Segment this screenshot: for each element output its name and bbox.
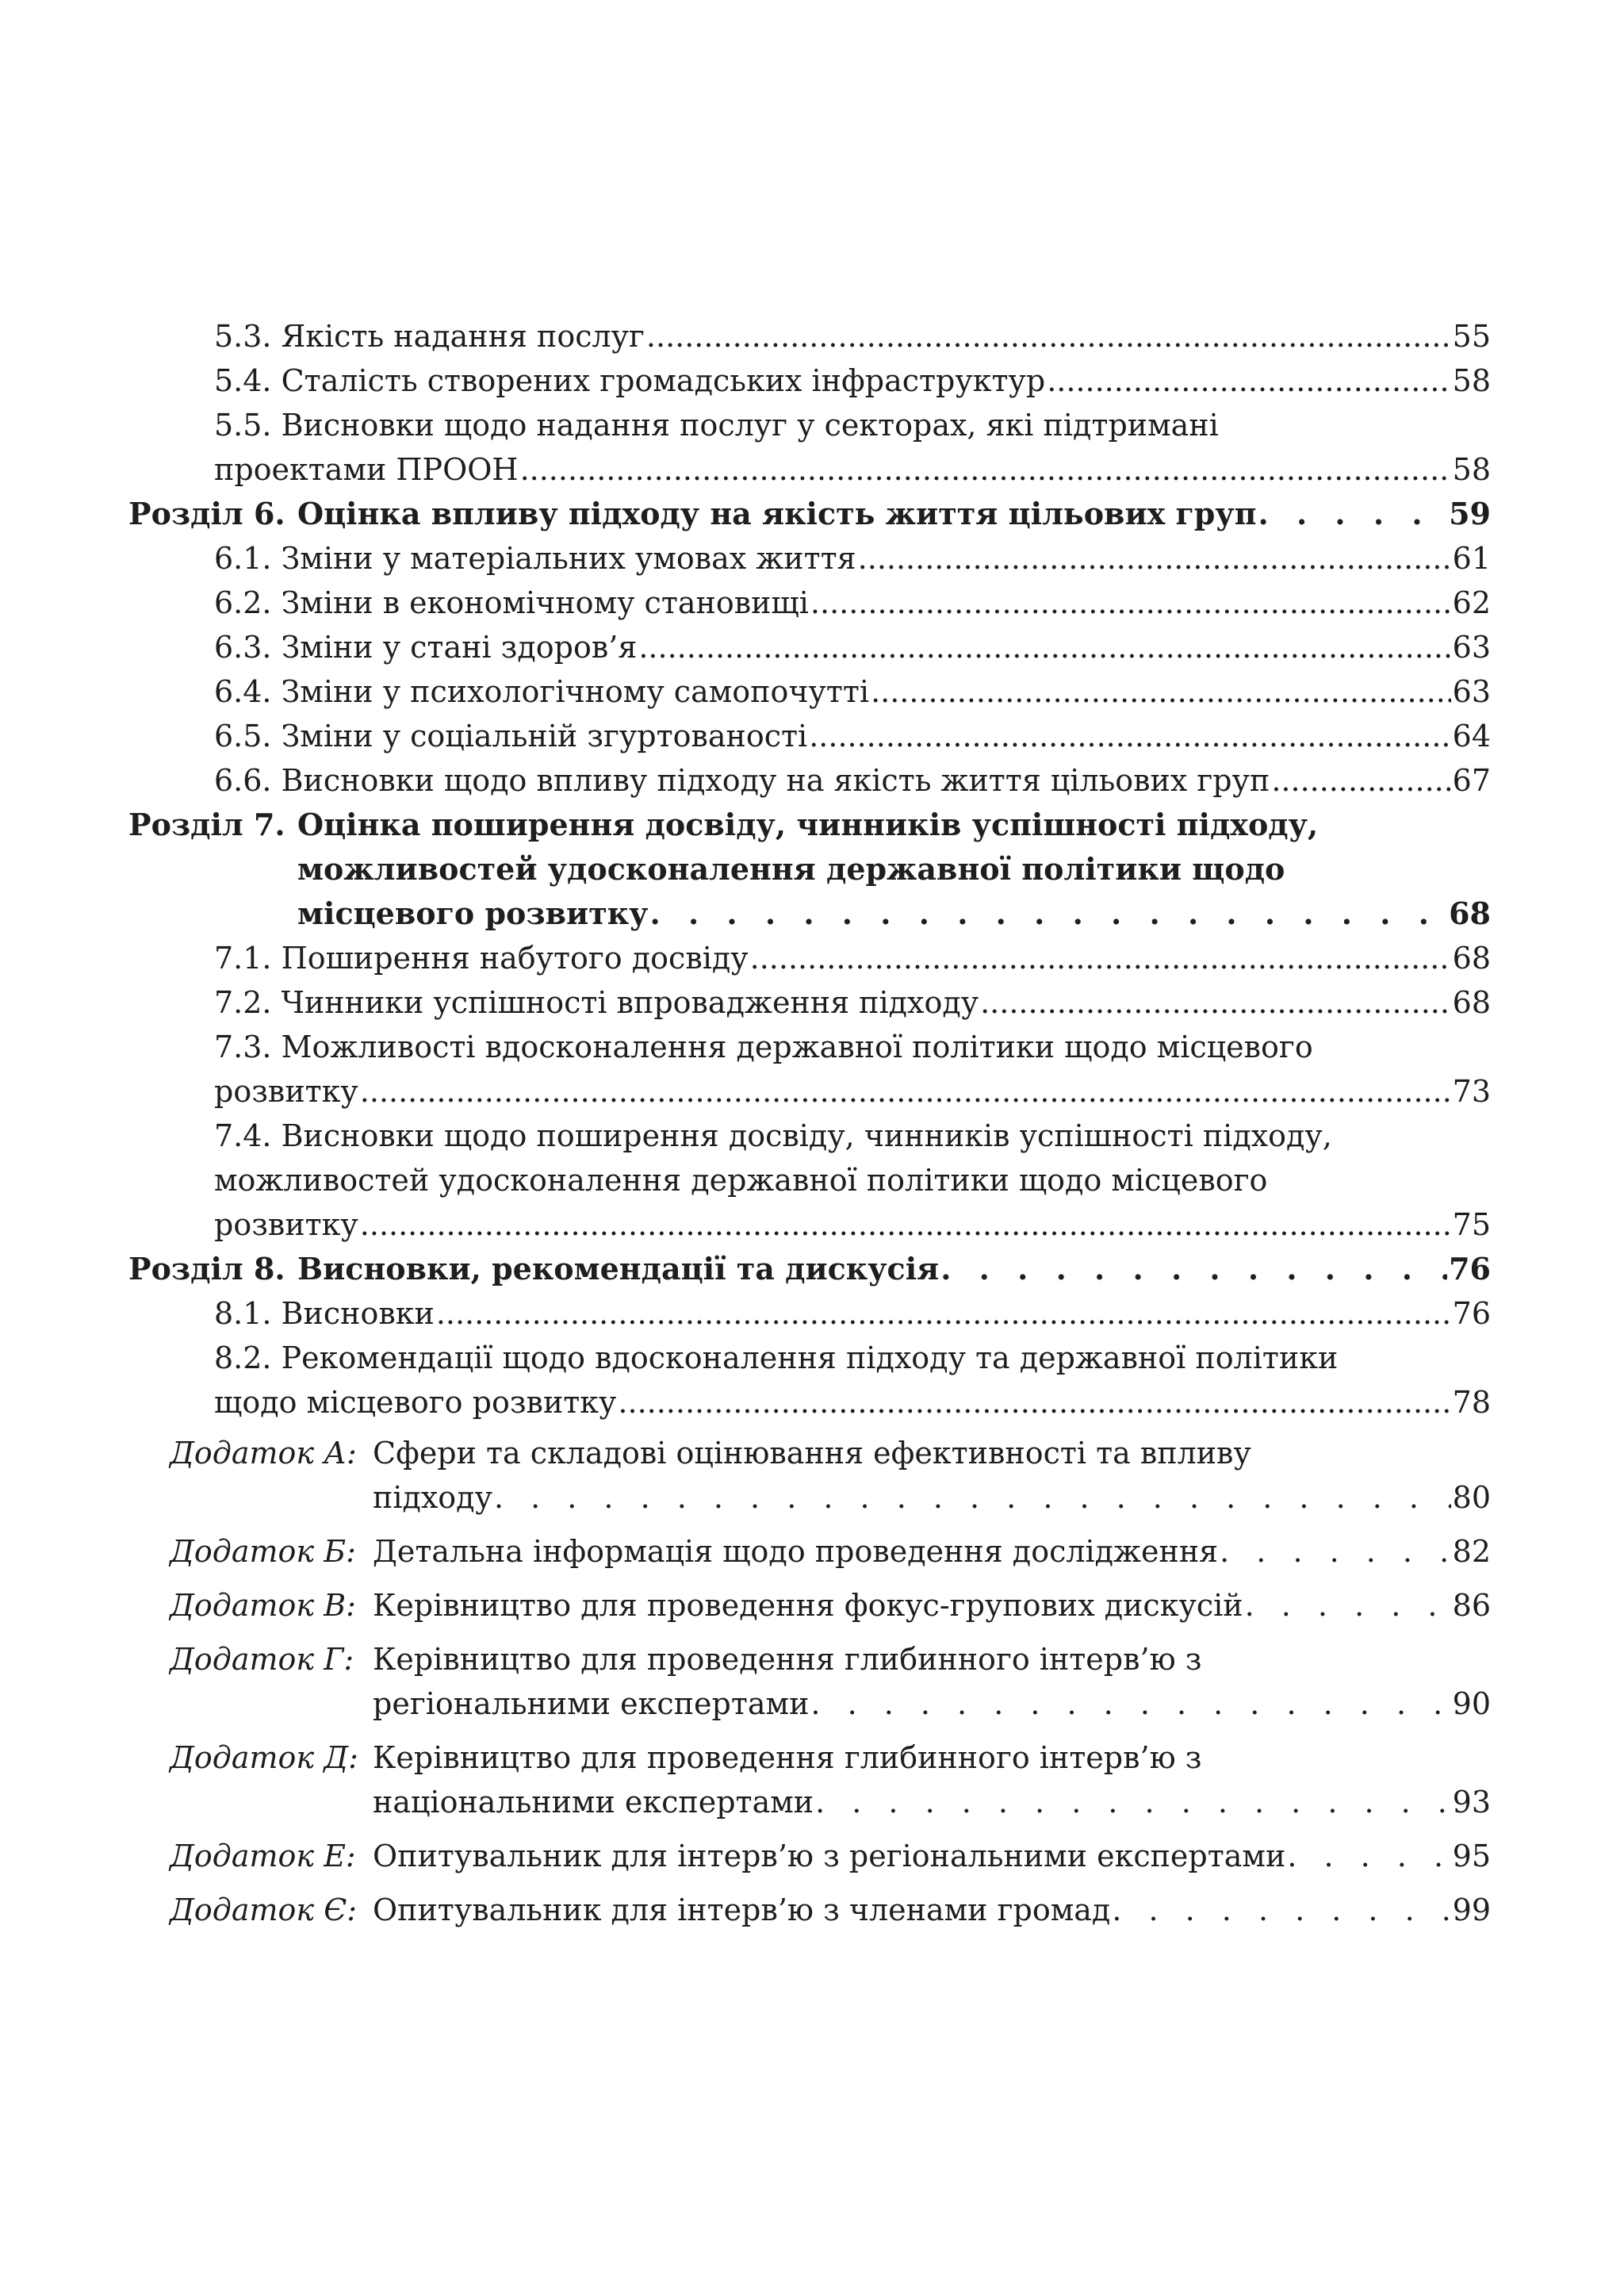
- toc-entry-6-1[interactable]: [0, 536, 1624, 581]
- toc-entry-7-2[interactable]: [0, 980, 1624, 1025]
- section-title-line: Оцінка поширення досвіду, чинників успішності підходу,: [297, 807, 1319, 842]
- toc-entry-title-line: можливостей удосконалення державної політики щодо місцевого: [214, 1163, 1268, 1198]
- toc-entry-title-line: 5.5. Висновки щодо надання послуг у секторах, які підтримані: [214, 408, 1219, 443]
- toc-page-number: 68: [1452, 941, 1491, 976]
- appendix-title-line: Сфери та складові оцінювання ефективності та впливу: [373, 1436, 1251, 1471]
- toc-entry-title: 7.2. Чинники успішності впровадження підходу: [214, 985, 979, 1020]
- appendix-title: Опитувальник для інтерв’ю з членами громад: [373, 1892, 1111, 1927]
- appendix-title: Детальна інформація щодо проведення дослідження: [373, 1534, 1219, 1569]
- toc-entry-title-line: проектами ПРООН: [214, 452, 519, 487]
- toc-appendix-g[interactable]: [0, 1637, 1624, 1735]
- section-title: Висновки, рекомендації та дискусія: [297, 1251, 940, 1287]
- toc-page-number: 59: [1449, 496, 1491, 531]
- section-label: Розділ 7.: [128, 807, 285, 842]
- appendix-label: Додаток В:: [170, 1588, 356, 1623]
- toc-page-number: 64: [1452, 719, 1491, 754]
- toc-appendix-b[interactable]: [0, 1529, 1624, 1583]
- dot-leader: [360, 1069, 1451, 1114]
- toc-appendix-a[interactable]: [0, 1431, 1624, 1529]
- toc-page-number: 55: [1452, 319, 1491, 354]
- toc-entry-5-4[interactable]: [0, 359, 1624, 403]
- section-title-line: місцевого розвитку: [297, 895, 649, 931]
- dot-leader: [1258, 492, 1448, 536]
- dot-leader: [750, 936, 1451, 980]
- toc-appendix-d[interactable]: [0, 1735, 1624, 1834]
- dot-leader: [810, 1682, 1450, 1726]
- toc-entry-5-5[interactable]: [0, 403, 1624, 492]
- toc-page-number: 78: [1452, 1385, 1491, 1420]
- dot-leader: [1245, 1583, 1451, 1628]
- toc-section-8[interactable]: [0, 1247, 1624, 1291]
- toc-entry-7-1[interactable]: [0, 936, 1624, 980]
- toc-page-number: 82: [1452, 1534, 1491, 1569]
- toc-page-number: 63: [1452, 630, 1491, 665]
- dot-leader: [1287, 1834, 1450, 1878]
- dot-leader: [1220, 1529, 1451, 1574]
- toc-entry-title: 6.2. Зміни в економічному становищі: [214, 585, 809, 620]
- toc-entry-title: 7.1. Поширення набутого досвіду: [214, 941, 749, 976]
- toc-entry-6-3[interactable]: [0, 625, 1624, 669]
- dot-leader: [618, 1380, 1450, 1425]
- toc-appendix-v[interactable]: [0, 1583, 1624, 1637]
- toc-section-6[interactable]: [0, 492, 1624, 536]
- toc-entry-7-3[interactable]: [0, 1025, 1624, 1114]
- toc-entry-6-4[interactable]: [0, 669, 1624, 714]
- toc-entry-title-line: розвитку: [214, 1207, 358, 1242]
- dot-leader: [520, 447, 1451, 492]
- dot-leader: [815, 1780, 1451, 1824]
- toc-page-number: 76: [1452, 1296, 1491, 1331]
- section-title-line: можливостей удосконалення державної політики щодо: [297, 851, 1285, 887]
- dot-leader: [940, 1247, 1447, 1291]
- toc-page-number: 80: [1452, 1480, 1491, 1515]
- appendix-title-line: національними експертами: [373, 1785, 814, 1820]
- toc-page-number: 68: [1449, 895, 1491, 931]
- toc-page-number: 99: [1452, 1892, 1491, 1927]
- dot-leader: [1271, 758, 1450, 803]
- toc-entry-7-4[interactable]: [0, 1114, 1624, 1247]
- toc-entry-title: 6.5. Зміни у соціальній згуртованості: [214, 719, 808, 754]
- toc-page-number: 76: [1449, 1251, 1491, 1287]
- toc-appendix-ye[interactable]: [0, 1888, 1624, 1942]
- section-label: Розділ 6.: [128, 496, 285, 531]
- dot-leader: [980, 980, 1451, 1025]
- toc-entry-6-6[interactable]: [0, 758, 1624, 803]
- toc-entry-title: 5.4. Сталість створених громадських інфраструктур: [214, 363, 1046, 398]
- appendix-label: Додаток А:: [170, 1436, 357, 1471]
- toc-page-number: 86: [1452, 1588, 1491, 1623]
- toc-page-number: 95: [1452, 1839, 1491, 1873]
- toc-page-number: 73: [1452, 1074, 1491, 1109]
- dot-leader: [638, 625, 1450, 669]
- appendix-label: Додаток Е:: [170, 1839, 356, 1873]
- dot-leader: [646, 314, 1451, 359]
- toc-page-number: 58: [1452, 363, 1491, 398]
- toc-entry-title: 8.1. Висновки: [214, 1296, 435, 1331]
- dot-leader: [436, 1291, 1451, 1336]
- appendix-title-line: підходу: [373, 1480, 492, 1515]
- dot-leader: [810, 581, 1451, 625]
- toc-page-number: 63: [1452, 674, 1491, 709]
- toc-page-number: 90: [1452, 1686, 1491, 1721]
- toc-page-number: 61: [1452, 541, 1491, 576]
- toc-page-number: 75: [1452, 1207, 1491, 1242]
- toc-entry-title-line: розвитку: [214, 1074, 358, 1109]
- toc-entry-6-2[interactable]: [0, 581, 1624, 625]
- appendix-title-line: Керівництво для проведення глибинного інтерв’ю з: [373, 1642, 1202, 1677]
- toc-appendix-e[interactable]: [0, 1834, 1624, 1888]
- toc-entry-title: 6.6. Висновки щодо впливу підходу на якість життя цільових груп: [214, 763, 1270, 798]
- appendix-title-line: Керівництво для проведення глибинного інтерв’ю з: [373, 1740, 1202, 1775]
- toc-section-7[interactable]: [0, 803, 1624, 936]
- appendix-label: Додаток Б:: [170, 1534, 356, 1569]
- appendix-title: Опитувальник для інтерв’ю з регіональними експертами: [373, 1839, 1286, 1873]
- toc-entry-title: 6.1. Зміни у матеріальних умовах життя: [214, 541, 856, 576]
- toc-entry-title-line: щодо місцевого розвитку: [214, 1385, 617, 1420]
- toc-entry-title-line: 7.3. Можливості вдосконалення державної політики щодо місцевого: [214, 1030, 1313, 1064]
- toc-page-number: 67: [1452, 763, 1491, 798]
- toc-page-number: 62: [1452, 585, 1491, 620]
- appendix-label: Додаток Г:: [170, 1642, 354, 1677]
- toc-entry-title-line: 7.4. Висновки щодо поширення досвіду, чинників успішності підходу,: [214, 1118, 1332, 1153]
- toc-page-number: 68: [1452, 985, 1491, 1020]
- toc-entry-8-2[interactable]: [0, 1336, 1624, 1425]
- toc-entry-6-5[interactable]: [0, 714, 1624, 758]
- toc-entry-title: 5.3. Якість надання послуг: [214, 319, 645, 354]
- toc-entry-title: 6.3. Зміни у стані здоров’я: [214, 630, 638, 665]
- dot-leader: [360, 1202, 1451, 1247]
- dot-leader: [871, 669, 1451, 714]
- toc-page-number: 58: [1452, 452, 1491, 487]
- appendix-label: Додаток Д:: [170, 1740, 358, 1775]
- table-of-contents: [0, 314, 1624, 1942]
- section-title: Оцінка впливу підходу на якість життя цільових груп: [297, 496, 1257, 531]
- toc-entry-5-3[interactable]: [0, 314, 1624, 359]
- toc-entry-title: 6.4. Зміни у психологічному самопочутті: [214, 674, 870, 709]
- appendix-label: Додаток Є:: [170, 1892, 358, 1927]
- dot-leader: [494, 1475, 1451, 1520]
- dot-leader: [650, 892, 1448, 936]
- toc-page-number: 93: [1452, 1785, 1491, 1820]
- appendix-title-line: регіональними експертами: [373, 1686, 810, 1721]
- toc-entry-title-line: 8.2. Рекомендації щодо вдосконалення підходу та державної політики: [214, 1340, 1339, 1375]
- section-label: Розділ 8.: [128, 1251, 285, 1287]
- dot-leader: [1047, 359, 1450, 403]
- dot-leader: [1112, 1888, 1450, 1932]
- dot-leader: [858, 536, 1451, 581]
- appendix-title: Керівництво для проведення фокус-групових дискусій: [373, 1588, 1243, 1623]
- dot-leader: [809, 714, 1450, 758]
- toc-entry-8-1[interactable]: [0, 1291, 1624, 1336]
